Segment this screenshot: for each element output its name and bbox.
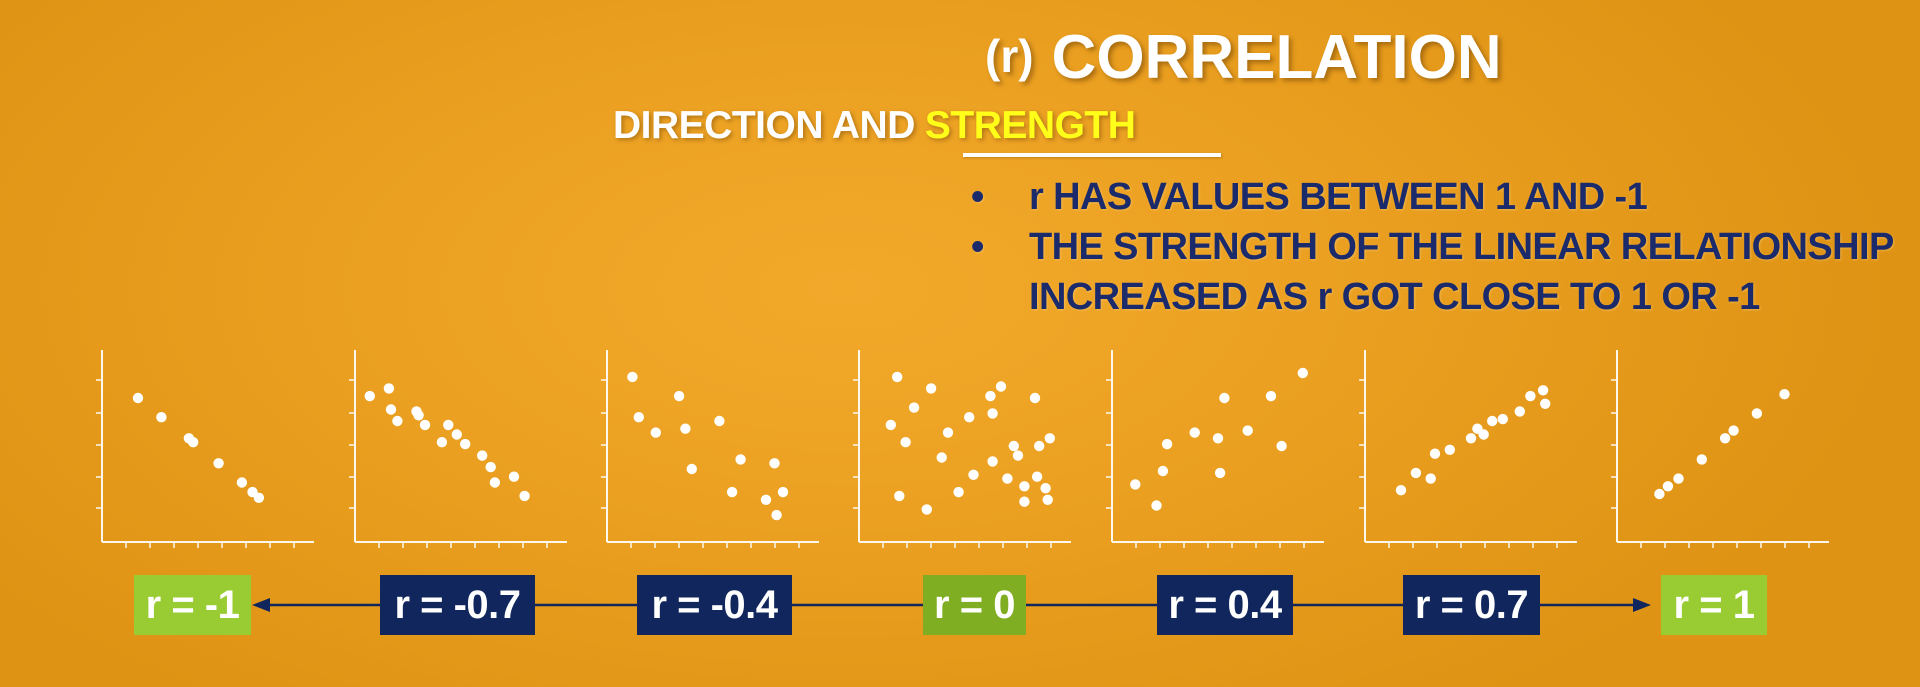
data-point (188, 437, 198, 447)
r-label-1: r = 1 (1661, 575, 1767, 635)
data-point (926, 383, 936, 393)
data-point (1540, 399, 1550, 409)
data-point (1130, 479, 1140, 489)
data-point (477, 450, 487, 460)
data-point (943, 427, 953, 437)
subtitle-text: DIRECTION AND (613, 104, 915, 147)
data-point (1396, 485, 1406, 495)
bullet-marker: • (971, 226, 984, 268)
data-point (953, 487, 963, 497)
data-point (1030, 393, 1040, 403)
data-point (1515, 406, 1525, 416)
data-point (1213, 433, 1223, 443)
data-point (460, 439, 470, 449)
data-point (420, 420, 430, 430)
data-point (922, 504, 932, 514)
r-label-zero: r = 0 (923, 575, 1026, 635)
data-point (674, 391, 684, 401)
data-point (1654, 489, 1664, 499)
data-point (1162, 439, 1172, 449)
data-point (1697, 454, 1707, 464)
data-point (1019, 481, 1029, 491)
data-point (437, 437, 447, 447)
scatter-chart (1359, 350, 1577, 548)
data-point (1411, 468, 1421, 478)
scatter-chart (1611, 350, 1829, 548)
data-point (1498, 414, 1508, 424)
data-point (1151, 500, 1161, 510)
data-point (486, 462, 496, 472)
r-label-minus-0-7: r = -0.7 (380, 575, 535, 635)
data-point (771, 510, 781, 520)
data-point (1430, 449, 1440, 459)
data-point (1779, 389, 1789, 399)
data-point (1487, 416, 1497, 426)
title-text: CORRELATION (1051, 23, 1502, 92)
data-point (1009, 441, 1019, 451)
data-point (133, 393, 143, 403)
data-point (392, 416, 402, 426)
data-point (1040, 483, 1050, 493)
data-point (964, 412, 974, 422)
data-point (413, 410, 423, 420)
data-point (1466, 433, 1476, 443)
data-point (1298, 368, 1308, 378)
data-point (727, 487, 737, 497)
data-point (761, 495, 771, 505)
bullet-text: THE STRENGTH OF THE LINEAR RELATIONSHIP (1029, 226, 1894, 268)
data-point (769, 458, 779, 468)
r-label-minus-1: r = -1 (134, 575, 251, 635)
data-point (886, 420, 896, 430)
data-point (1013, 450, 1023, 460)
data-point (1019, 497, 1029, 507)
bullet-marker: • (971, 176, 984, 218)
data-point (1426, 473, 1436, 483)
data-point (778, 487, 788, 497)
data-point (1219, 393, 1229, 403)
scatter-chart (853, 350, 1071, 548)
data-point (1215, 468, 1225, 478)
data-point (985, 391, 995, 401)
data-point (1190, 427, 1200, 437)
data-point (1276, 441, 1286, 451)
data-point (1266, 391, 1276, 401)
data-point (213, 458, 223, 468)
data-point (1673, 473, 1683, 483)
left-arrowhead-icon (252, 598, 270, 612)
data-point (996, 381, 1006, 391)
data-point (1158, 466, 1168, 476)
data-point (1043, 495, 1053, 505)
data-point (735, 454, 745, 464)
data-point (714, 416, 724, 426)
data-point (386, 404, 396, 414)
data-point (1002, 473, 1012, 483)
r-label-0-4: r = 0.4 (1157, 575, 1293, 635)
data-point (1034, 441, 1044, 451)
data-point (1479, 429, 1489, 439)
data-point (365, 391, 375, 401)
data-point (937, 452, 947, 462)
right-arrowhead-icon (1633, 598, 1651, 612)
bullet-text: r HAS VALUES BETWEEN 1 AND -1 (1029, 176, 1648, 218)
data-point (1243, 425, 1253, 435)
scatter-chart (601, 350, 819, 548)
data-point (1728, 425, 1738, 435)
scatter-chart (1106, 350, 1324, 548)
data-point (900, 437, 910, 447)
scatter-chart (349, 350, 567, 548)
data-point (1525, 391, 1535, 401)
data-point (892, 372, 902, 382)
r-label-0-7: r = 0.7 (1403, 575, 1540, 635)
data-point (519, 491, 529, 501)
title-prefix: (r) (985, 30, 1034, 82)
data-point (1752, 408, 1762, 418)
data-point (384, 383, 394, 393)
data-point (443, 420, 453, 430)
data-point (1720, 433, 1730, 443)
data-point (634, 412, 644, 422)
data-point (452, 429, 462, 439)
data-point (1032, 472, 1042, 482)
bullet-text-continuation: INCREASED AS r GOT CLOSE TO 1 OR -1 (1029, 276, 1760, 318)
data-point (1663, 481, 1673, 491)
subtitle-highlight: STRENGTH (924, 104, 1136, 147)
data-point (1445, 445, 1455, 455)
data-point (237, 477, 247, 487)
data-point (509, 472, 519, 482)
data-point (651, 427, 661, 437)
data-point (490, 477, 500, 487)
data-point (968, 470, 978, 480)
data-point (627, 372, 637, 382)
data-point (156, 412, 166, 422)
data-point (254, 493, 264, 503)
data-point (1538, 385, 1548, 395)
data-point (1045, 433, 1055, 443)
data-point (987, 456, 997, 466)
scatter-chart (96, 350, 314, 548)
data-point (987, 408, 997, 418)
data-point (894, 491, 904, 501)
data-point (680, 424, 690, 434)
data-point (687, 464, 697, 474)
data-point (909, 402, 919, 412)
r-label-minus-0-4: r = -0.4 (637, 575, 792, 635)
